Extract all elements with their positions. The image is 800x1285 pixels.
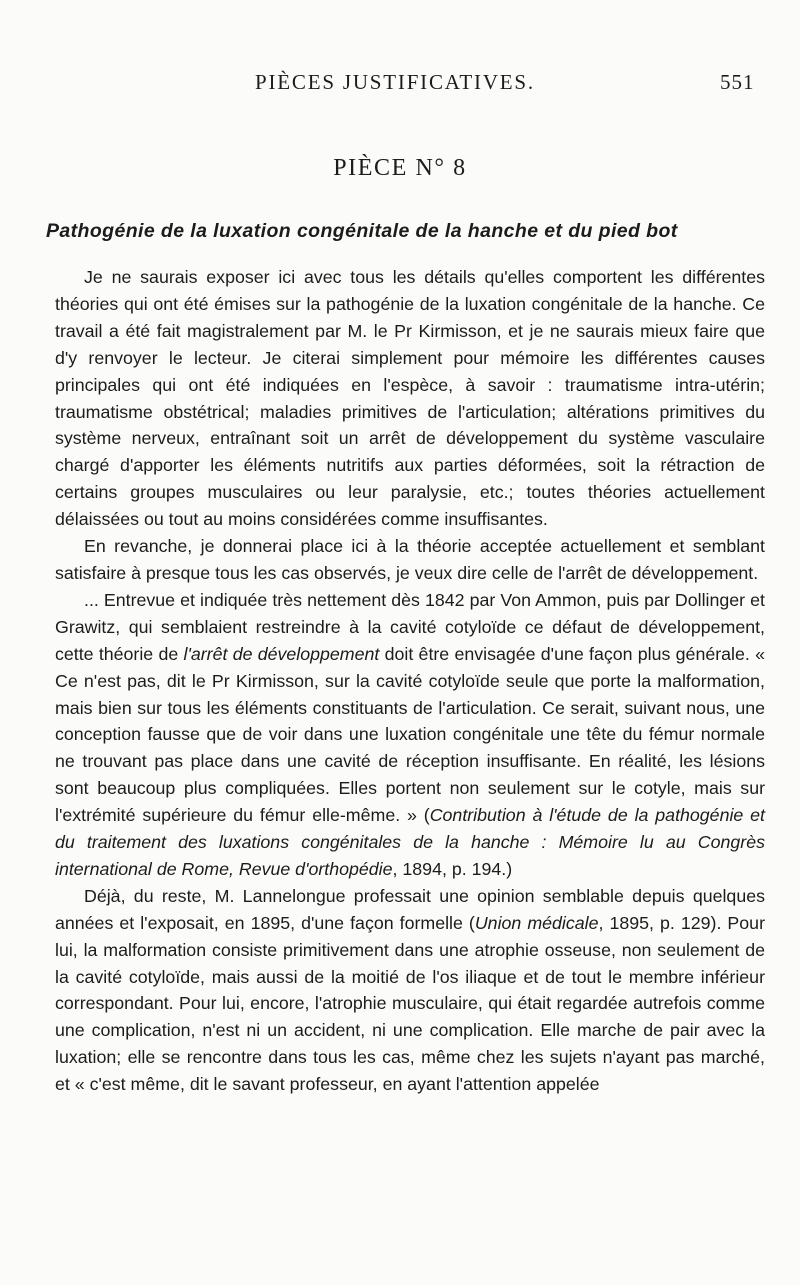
article-title: Pathogénie de la luxation congénitale de la hanche et du pied bot <box>46 220 678 242</box>
page-number: 551 <box>720 70 755 94</box>
paragraph-1: Je ne saurais exposer ici avec tous les détails qu'elles comportent les différentes théories qui ont été émises sur la pathogénie de la luxation congénitale de la hanche. Ce travail a été fait magistralement par M. le Pr Kirmisson, et je ne saurais mieux faire que d'y renvoyer le lecteur. Je citerai simplement pour mémoire les différentes causes principales qui ont été indiquées en l'espèce, à savoir : traumatisme intra-utérin; traumatisme obstétrical; maladies primitives de l'articulation; altérations primitives du système nerveux, entraînant soit un arrêt de développement du système vasculaire chargé d'apporter les éléments nutritifs aux parties déformées, soit la rétraction de certains groupes musculaires ou leur paralysie, etc.; toutes théories actuellement délaissées ou tout au moins considérées comme insuffisantes. <box>55 267 765 530</box>
paragraph-4-citation: Union médicale <box>474 912 599 933</box>
paragraph-4-text-a: Déjà, du reste, M. Lannelongue professait une opinion semblable depuis quelques années et l'exposait, en 1895, d'une façon formelle ( <box>55 885 765 933</box>
running-head <box>0 70 800 100</box>
paragraph-3-text-b: doit être envisagée d'une façon plus générale. « Ce n'est pas, dit le Pr Kirmisson, sur la cavité cotyloïde seule que porte la malformation, mais bien sur tous les éléments constituants de l'articulation. Ce serait, suivant nous, une conception fausse que de voir dans une luxation congénitale une tête du fémur normale ne trouvant pas place dans une cavité de réception insuffisante. En réalité, les lésions sont beaucoup plus compliquées. Elles portent non seulement sur le cotyle, mais sur l'extrémité supérieure du fémur elle-même. » ( <box>55 643 765 826</box>
piece-heading: PIÈCE N° 8 <box>333 155 467 181</box>
paragraph-4-text-b: , 1895, p. 129). Pour lui, la malformation consiste primitivement dans une atrophie osseuse, non seulement de la cavité cotyloïde, mais aussi de la moitié de l'os iliaque et de tout le membre inférieur correspondant. Pour lui, encore, l'atrophie musculaire, qui était regardée autrefois comme une complication, n'est ni un accident, ni une complication. Elle marche de pair avec la luxation; elle se rencontre dans tous les cas, même chez les sujets n'ayant pas marché, et « c'est même, dit le savant professeur, en ayant l'attention appelée <box>55 912 765 1095</box>
body-text <box>55 264 765 1098</box>
running-head-title: PIÈCES JUSTIFICATIVES. <box>255 70 535 94</box>
paragraph-3 <box>55 587 765 883</box>
paragraph-3-italic-term: l'arrêt de développement <box>183 643 380 664</box>
paragraph-3-text-c: , 1894, p. 194.) <box>392 858 513 879</box>
paragraph-4 <box>55 883 765 1098</box>
paragraph-2: En revanche, je donnerai place ici à la théorie acceptée actuellement et semblant satisfaire à presque tous les cas observés, je veux dire celle de l'arrêt de développement. <box>55 536 765 583</box>
paragraph-3-text-a: ... Entrevue et indiquée très nettement dès 1842 par Von Ammon, puis par Dollinger et Grawitz, qui semblaient restreindre à la cavité cotyloïde ce défaut de développement, cette théorie de <box>55 589 765 664</box>
paragraph-3-citation: Contribution à l'étude de la pathogénie et du traitement des luxations congénitales de la hanche : Mémoire lu au Congrès international de Rome, Revue d'orthopédie <box>55 805 765 879</box>
